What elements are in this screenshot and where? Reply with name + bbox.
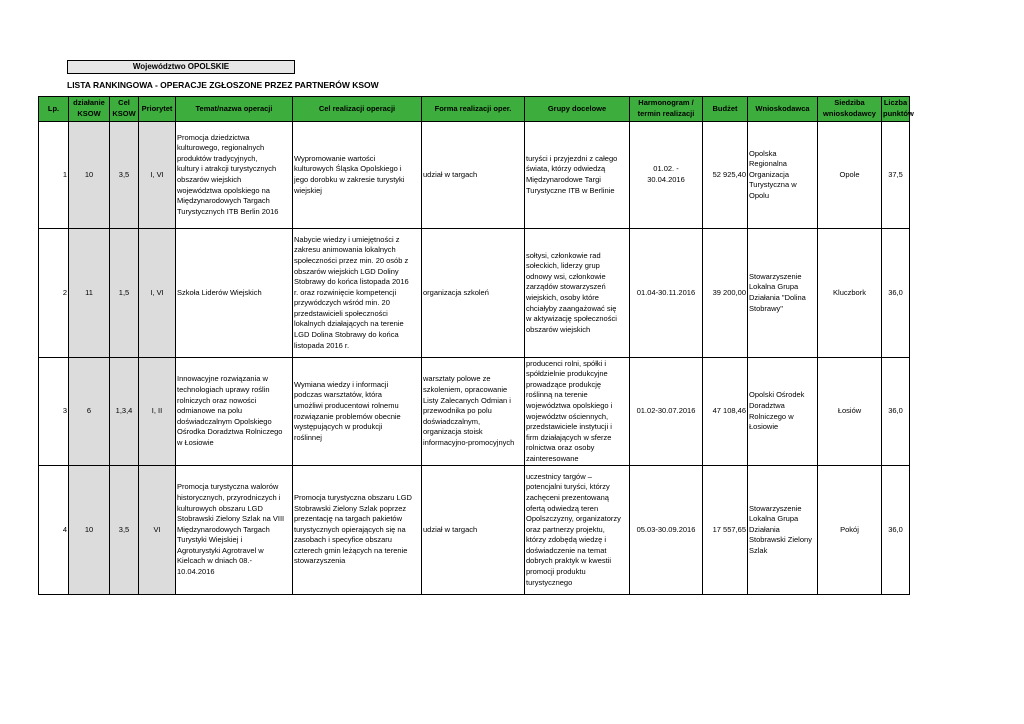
cell-wnioskodawca: Stowarzyszenie Lokalna Grupa Działania Stobrawski Zielony Szlak: [748, 466, 818, 595]
cell-budzet: 52 925,40: [703, 122, 748, 229]
cell-lp: 1: [39, 122, 69, 229]
cell-priorytet: I, VI: [139, 122, 176, 229]
cell-lp: 2: [39, 229, 69, 358]
header-siedziba: Siedziba wnioskodawcy: [818, 97, 882, 122]
cell-priorytet: I, VI: [139, 229, 176, 358]
header-grupy: Grupy docelowe: [525, 97, 630, 122]
cell-cel: 1,5: [110, 229, 139, 358]
cell-grupy: turyści i przyjezdni z całego świata, którzy odwiedzą Międzynarodowe Targi Turystyczne ITB w Berlinie: [525, 122, 630, 229]
cell-budzet: 39 200,00: [703, 229, 748, 358]
cell-grupy: uczestnicy targów – potencjalni turyści, którzy zachęceni prezentowaną ofertą odwiedzą teren Opolszczyzny, organizatorzy oraz partnerzy projektu, którzy zdobędą wiedzę i doświadczenie na temat dobrych praktyk w kwestii promocji produktu turystycznego: [525, 466, 630, 595]
cell-harmonogram: 01.04-30.11.2016: [630, 229, 703, 358]
cell-budzet: 17 557,65: [703, 466, 748, 595]
cell-harmonogram: 01.02. - 30.04.2016: [630, 122, 703, 229]
cell-grupy: sołtysi, członkowie rad sołeckich, liderzy grup odnowy wsi, członkowie zarządów stowarzyszeń wiejskich, osoby które chciałyby zaangażować się w aktywizację społeczności obszarów wiejskich: [525, 229, 630, 358]
cell-dzialanie: 10: [69, 466, 110, 595]
header-cel: Cel KSOW: [110, 97, 139, 122]
cell-punkty: 36,0: [882, 229, 910, 358]
cell-forma: udział w targach: [422, 122, 525, 229]
cell-forma: organizacja szkoleń: [422, 229, 525, 358]
cell-siedziba: Pokój: [818, 466, 882, 595]
cell-punkty: 37,5: [882, 122, 910, 229]
header-forma: Forma realizacji oper.: [422, 97, 525, 122]
cell-cel-realizacji: Wypromowanie wartości kulturowych Śląska Opolskiego i jego dorobku w zakresie turystyki wiejskiej: [293, 122, 422, 229]
cell-dzialanie: 6: [69, 358, 110, 466]
cell-cel: 3,5: [110, 122, 139, 229]
cell-siedziba: Łosiów: [818, 358, 882, 466]
cell-wnioskodawca: Opolska Regionalna Organizacja Turystyczna w Opolu: [748, 122, 818, 229]
header-punkty: Liczba punktów: [882, 97, 910, 122]
header-dzialanie: działanie KSOW: [69, 97, 110, 122]
cell-forma: udział w targach: [422, 466, 525, 595]
cell-grupy: producenci rolni, spółki i spółdzielnie produkcyjne prowadzące produkcję roślinną na terenie województwa opolskiego i województw ościennych, przedstawiciele instytucji i firm działających w sferze rolnictwa oraz osoby zainteresowane: [525, 358, 630, 466]
cell-punkty: 36,0: [882, 358, 910, 466]
cell-cel-realizacji: Promocja turystyczna obszaru LGD Stobrawski Zielony Szlak poprzez prezentację na targach pakietów turystycznych opierających się na zasobach i specyfice obszaru czterech gmin leżących na terenie stowarzyszenia: [293, 466, 422, 595]
table-header-row: [39, 97, 910, 122]
header-priorytet: Priorytet: [139, 97, 176, 122]
cell-dzialanie: 11: [69, 229, 110, 358]
cell-lp: 4: [39, 466, 69, 595]
header-lp: Lp.: [39, 97, 69, 122]
cell-cel-realizacji: Wymiana wiedzy i informacji podczas warsztatów, która umożliwi producentowi rolnemu rozwiązanie problemów obecnie występujących w produkcji roślinnej: [293, 358, 422, 466]
list-title: LISTA RANKINGOWA - OPERACJE ZGŁOSZONE PRZEZ PARTNERÓW KSOW: [67, 80, 379, 90]
cell-siedziba: Kluczbork: [818, 229, 882, 358]
cell-wnioskodawca: Opolski Ośrodek Doradztwa Rolniczego w Łosiowie: [748, 358, 818, 466]
cell-budzet: 47 108,46: [703, 358, 748, 466]
cell-cel: 1,3,4: [110, 358, 139, 466]
cell-priorytet: VI: [139, 466, 176, 595]
cell-temat: Szkoła Liderów Wiejskich: [176, 229, 293, 358]
cell-harmonogram: 05.03-30.09.2016: [630, 466, 703, 595]
header-harmonogram: Harmonogram / termin realizacji: [630, 97, 703, 122]
header-cel-realizacji: Cel realizacji operacji: [293, 97, 422, 122]
cell-wnioskodawca: Stowarzyszenie Lokalna Grupa Działania "Dolina Stobrawy": [748, 229, 818, 358]
cell-cel: 3,5: [110, 466, 139, 595]
cell-forma: warsztaty polowe ze szkoleniem, opracowanie Listy Zalecanych Odmian i przewodnika po polu doświadczalnym, organizacja stoisk informacyjno-promocyjnych: [422, 358, 525, 466]
table-row: [39, 229, 910, 358]
ranking-table: [38, 96, 914, 595]
table-row: [39, 466, 910, 595]
cell-priorytet: I, II: [139, 358, 176, 466]
cell-punkty: 36,0: [882, 466, 910, 595]
table-row: [39, 122, 910, 229]
cell-siedziba: Opole: [818, 122, 882, 229]
cell-dzialanie: 10: [69, 122, 110, 229]
cell-cel-realizacji: Nabycie wiedzy i umiejętności z zakresu animowania lokalnych społeczności przez min. 20 osób z obszarów wiejskich LGD Doliny Stobrawy do końca listopada 2016 r. oraz rozwinięcie kompetencji przywódczych wśród min. 20 przedstawicieli społeczności lokalnych działających na terenie LGD Dolina Stobrawy do końca listopada 2016 r.: [293, 229, 422, 358]
cell-harmonogram: 01.02-30.07.2016: [630, 358, 703, 466]
table-row: [39, 358, 910, 466]
cell-lp: 3: [39, 358, 69, 466]
header-budzet: Budżet: [703, 97, 748, 122]
header-wnioskodawca: Wnioskodawca: [748, 97, 818, 122]
header-temat: Temat/nazwa operacji: [176, 97, 293, 122]
cell-temat: Promocja dziedzictwa kulturowego, regionalnych produktów tradycyjnych, kultury i atrakcji turystycznych obszarów wiejskich województwa opolskiego na Międzynarodowych Targach Turystycznych ITB Berlin 2016: [176, 122, 293, 229]
region-label: Województwo OPOLSKIE: [67, 60, 295, 74]
cell-temat: Promocja turystyczna walorów historycznych, przyrodniczych i kulturowych obszaru LGD Stobrawski Zielony Szlak na VIII Międzynarodowych Targach Turystyki Wiejskiej i Agroturystyki Agrotravel w Kielcach w dniach 08.- 10.04.2016: [176, 466, 293, 595]
cell-temat: Innowacyjne rozwiązania w technologiach uprawy roślin rolniczych oraz nowości odmianowe na polu doświadczalnym Opolskiego Ośrodka Doradztwa Rolniczego w Łosiowie: [176, 358, 293, 466]
